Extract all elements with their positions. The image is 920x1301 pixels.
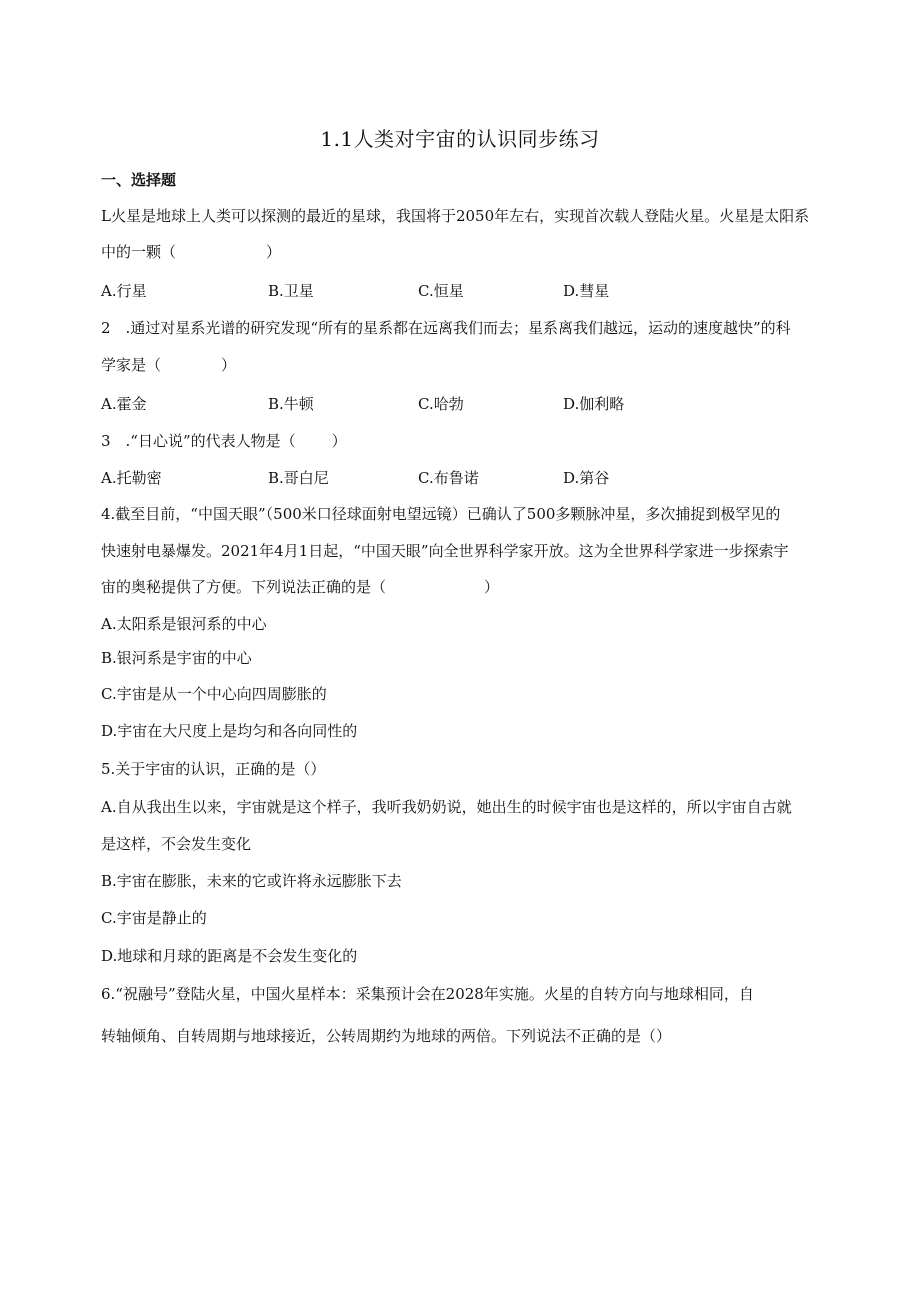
question-5-option-c: C.宇宙是静止的 (101, 909, 207, 927)
question-5-option-b: B.宇宙在膨胀，未来的它或许将永远膨胀下去 (101, 872, 402, 890)
question-5-option-d: D.地球和月球的距离是不会发生变化的 (101, 947, 358, 965)
question-6-line-2: 转轴倾角、自转周期与地球接近，公转周期约为地球的两倍。下列说法不正确的是（） (101, 1027, 672, 1045)
question-5-line-1: 5.关于宇宙的认识，正确的是（） (101, 760, 326, 778)
question-2-option-b: B.牛顿 (268, 395, 314, 413)
question-2-line-2 (101, 355, 236, 375)
question-4-line-1: 4.截至目前，“中国天眼”（500米口径球面射电望远镜）已确认了500多颗脉冲星，多次捕捉到极罕见的 (101, 505, 781, 523)
question-3-close-paren: ） (331, 432, 347, 450)
question-2-stem-end: 学家是（ (101, 356, 162, 374)
question-6-line-1: 6.“祝融号”登陆火星，中国火星样本：采集预计会在2028年实施。火星的自转方向与地球相同，自 (101, 985, 754, 1003)
question-1-option-a: A.行星 (101, 282, 147, 300)
question-3-line-1 (101, 431, 347, 451)
question-4-stem-end: 宙的奥秘提供了方便。下列说法正确的是（ (101, 578, 387, 596)
question-2-option-d: D.伽利略 (563, 395, 625, 413)
question-3-stem: 3 .“日心说”的代表人物是（ (101, 432, 296, 450)
question-4-line-3 (101, 577, 499, 597)
question-2-option-c: C.哈勃 (418, 395, 464, 413)
question-5-option-a-line-2: 是这样，不会发生变化 (101, 835, 252, 853)
question-4-close-paren: ） (484, 578, 500, 596)
question-3-option-c: C.布鲁诺 (418, 469, 479, 487)
question-1-line-2 (101, 242, 281, 262)
question-4-line-2: 快速射电暴爆发。2021年4月1日起，“中国天眼”向全世界科学家开放。这为全世界科学家进一步探索宇 (101, 542, 789, 560)
question-3-option-b: B.哥白尼 (268, 469, 329, 487)
question-1-option-b: B.卫星 (268, 282, 314, 300)
question-4-option-d: D.宇宙在大尺度上是均匀和各向同性的 (101, 722, 358, 740)
question-3-option-d: D.第谷 (563, 469, 610, 487)
question-2-line-1: 2 .通过对星系光谱的研究发现“所有的星系都在远离我们而去；星系离我们越远，运动的速度越快”的科 (101, 319, 791, 337)
question-2-option-a: A.霍金 (101, 395, 147, 413)
question-2-close-paren: ） (221, 356, 237, 374)
page-title: 1.1人类对宇宙的认识同步练习 (320, 127, 600, 151)
question-1-option-d: D.彗星 (563, 282, 610, 300)
question-1-option-c: C.恒星 (418, 282, 464, 300)
section-heading: 一、选择题 (101, 171, 177, 189)
question-4-option-a: A.太阳系是银河系的中心 (101, 615, 267, 633)
question-4-option-b: B.银河系是宇宙的中心 (101, 649, 252, 667)
question-1-stem-end: 中的一颗（ (101, 243, 177, 261)
question-5-option-a-line-1: A.自从我出生以来，宇宙就是这个样子，我听我奶奶说，她出生的时候宇宙也是这样的，所以宇宙自古就 (101, 798, 792, 816)
question-4-option-c: C.宇宙是从一个中心向四周膨胀的 (101, 685, 327, 703)
question-1-close-paren: ） (266, 243, 282, 261)
question-1-line-1: L火星是地球上人类可以探测的最近的星球，我国将于2050年左右，实现首次载人登陆火星。火星是太阳系 (101, 207, 810, 225)
question-3-option-a: A.托勒密 (101, 469, 162, 487)
